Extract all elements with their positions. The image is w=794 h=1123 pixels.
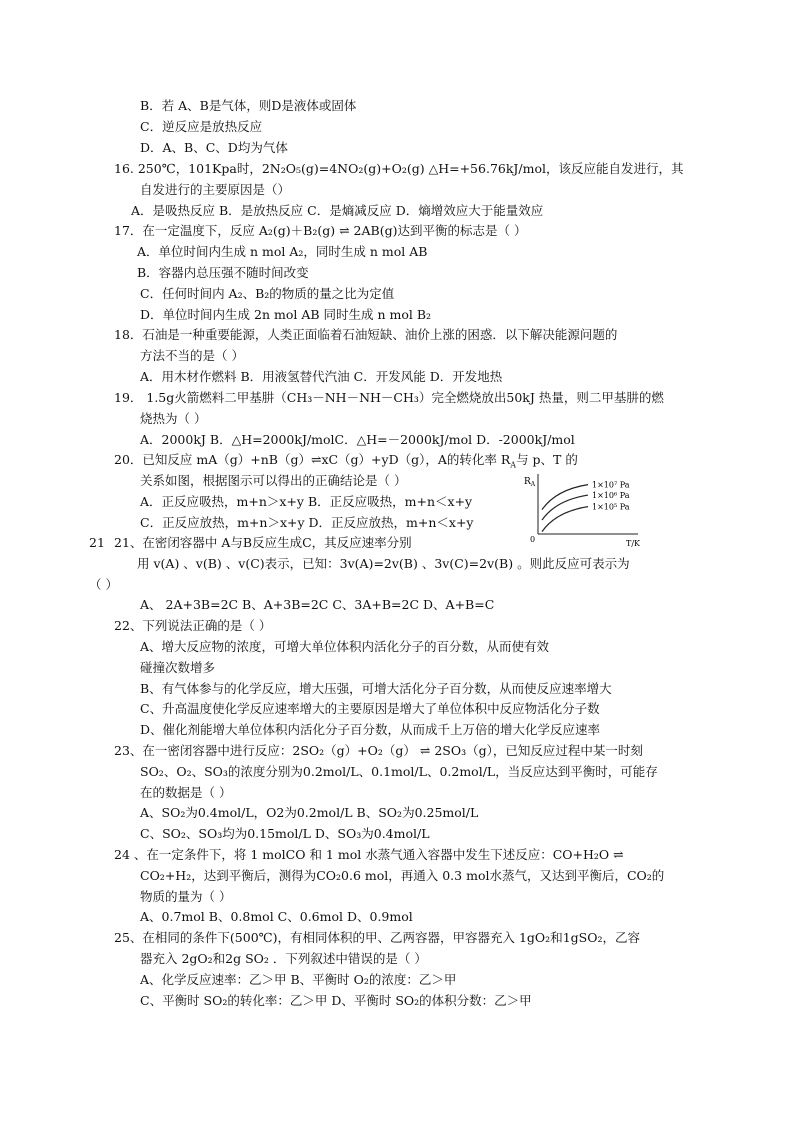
question-23-cont: SO₂、O₂、SO₃的浓度分别为0.2mol/L、0.1mol/L、0.2mol/L，当反应达到平衡时，可能存 [140,764,658,779]
curve-group [542,481,630,532]
question-24: 24 、在一定条件下，将 1 molCO 和 1 mol 水蒸气通入容器中发生下述反应：CO+H₂O ⇌ [114,847,624,862]
question-20-sub: A [510,460,517,470]
question-22-option-d: D、催化剂能增大单位体积内活化分子百分数，从而成千上万倍的增大化学反应速率 [140,722,601,737]
question-23-cont-2: 在的数据是（ ） [140,785,232,800]
question-21-margin-number: 21 [89,535,105,550]
question-18-options: A．用木材作燃料 B．用液氢替代汽油 C．开发风能 D．开发地热 [140,369,503,384]
question-16-options: A．是吸热反应 B．是放热反应 C．是熵减反应 D．熵增效应大于能量效应 [131,203,544,218]
question-20-options-cd: C．正反应放热，m+n＞x+y D．正反应放热，m+n＜x+y [140,515,474,530]
question-25: 25、在相同的条件下(500℃)，有相同体积的甲、乙两容器，甲容器充入 1gO₂和1gSO₂，乙容 [114,930,640,945]
question-23-options-ab: A、SO₂为0.4mol/L，O2为0.2mol/L B、SO₂为0.25mol/L [140,805,479,820]
question-24-cont-2: 物质的量为（ ） [140,889,232,904]
question-24-cont: CO₂+H₂，达到平衡后，测得为CO₂0.6 mol，再通入 0.3 mol水蒸气，又达到平衡后，CO₂的 [140,868,665,883]
question-24-options: A、0.7mol B、0.8mol C、0.6mol D、0.9mol [140,909,413,924]
pressure-curve-label: 1×10⁷ Pa [592,480,630,490]
question-19-options: A．2000kJ B．△H=2000kJ/molC．△H=－2000kJ/mol D．-2000kJ/mol [140,432,575,447]
question-16: 16. 250℃，101Kpa时，2N₂O₅(g)=4NO₂(g)+O₂(g) △H=+56.76kJ/mol，该反应能自发进行，其 [114,161,684,176]
question-21-options: A、 2A+3B=2C B、A+3B=2C C、3A+B=2C D、A+B=C [140,597,495,612]
question-25-options-cd: C、平衡时 SO₂的转化率：乙＞甲 D、平衡时 SO₂的体积分数：乙＞甲 [140,993,532,1008]
question-17: 17．在一定温度下，反应 A₂(g)＋B₂(g) ⇌ 2AB(g)达到平衡的标志是（ ） [114,223,527,238]
question-25-options-ab: A、化学反应速率：乙＞甲 B、平衡时 O₂的浓度：乙＞甲 [140,972,457,987]
option-d-top: D．A、B、C、D均为气体 [140,140,288,155]
question-18: 18．石油是一种重要能源，人类正面临着石油短缺、油价上涨的困惑．以下解决能源问题的 [114,327,618,342]
y-axis-label: $R_A$ [524,477,536,488]
question-21: 21、在密闭容器中 A与B反应生成C，其反应速率分别 [114,535,412,550]
question-17-option-d: D．单位时间内生成 2n mol AB 同时生成 n mol B₂ [140,307,432,322]
question-25-cont: 器充入 2gO₂和2g SO₂ ．下列叙述中错误的是（ ） [140,951,427,966]
question-21-bracket: （ ） [89,577,118,592]
question-20-text: 20．已知反应 mA（g）+nB（g）⇌xC（g）+yD（g），A的转化率 R [114,452,511,467]
option-c-top: C．逆反应是放热反应 [140,119,263,134]
question-22-option-b: B、有气体参与的化学反应，增大压强，可增大活化分子百分数，从而使反应速率增大 [140,681,612,696]
question-17-option-b: B．容器内总压强不随时间改变 [137,265,309,280]
question-22-option-a: A、增大反应物的浓度，可增大单位体积内活化分子的百分数，从而使有效 [140,639,550,654]
question-21-cont: 用 v(A) 、v(B) 、v(C)表示，已知：3v(A)=2v(B) 、3v(C)=2v(B) 。则此反应可表示为 [137,556,630,571]
origin-label: 0 [530,535,536,544]
question-20-options-ab: A．正反应吸热，m+n＞x+y B．正反应吸热，m+n＜x+y [140,494,473,509]
pressure-curve [542,507,588,532]
question-20-tail: 与 p、T 的 [516,452,578,467]
pressure-curve [542,485,588,510]
question-20 [114,452,578,474]
question-17-option-c: C．任何时间内 A₂、B₂的物质的量之比为定值 [140,286,395,301]
option-b-top: B．若 A、B是气体，则D是液体或固体 [140,98,357,113]
question-16-cont: 自发进行的主要原因是（） [140,182,291,197]
question-22-option-a-cont: 碰撞次数增多 [140,660,216,675]
question-22: 22、下列说法正确的是（ ） [114,618,272,633]
question-19: 19． 1.5g火箭燃料二甲基肼（CH₃－NH－NH－CH₃）完全燃烧放出50kJ 热量，则二甲基肼的燃 [114,390,664,405]
pressure-curve-label: 1×10⁶ Pa [592,491,630,501]
x-axis-label: T/K [626,539,641,548]
question-22-option-c: C、升高温度使化学反应速率增大的主要原因是增大了单位体积中反应物活化分子数 [140,701,600,716]
question-23-options-cd: C、SO₂、SO₃均为0.15mol/L D、SO₃为0.4mol/L [140,826,430,841]
question-20-cont: 关系如图，根据图示可以得出的正确结论是（ ） [140,473,407,488]
pressure-curve-label: 1×10⁵ Pa [592,502,630,512]
question-19-cont: 烧热为（ ） [140,411,207,426]
question-18-cont: 方法不当的是（ ） [140,348,244,363]
question-17-option-a: A．单位时间内生成 n mol A₂，同时生成 n mol AB [137,244,428,259]
conversion-pt-figure [518,470,668,548]
question-23: 23、在一密闭容器中进行反应：2SO₂（g）+O₂（g） ⇌ 2SO₃（g），已知反应过程中某一时刻 [114,743,643,758]
